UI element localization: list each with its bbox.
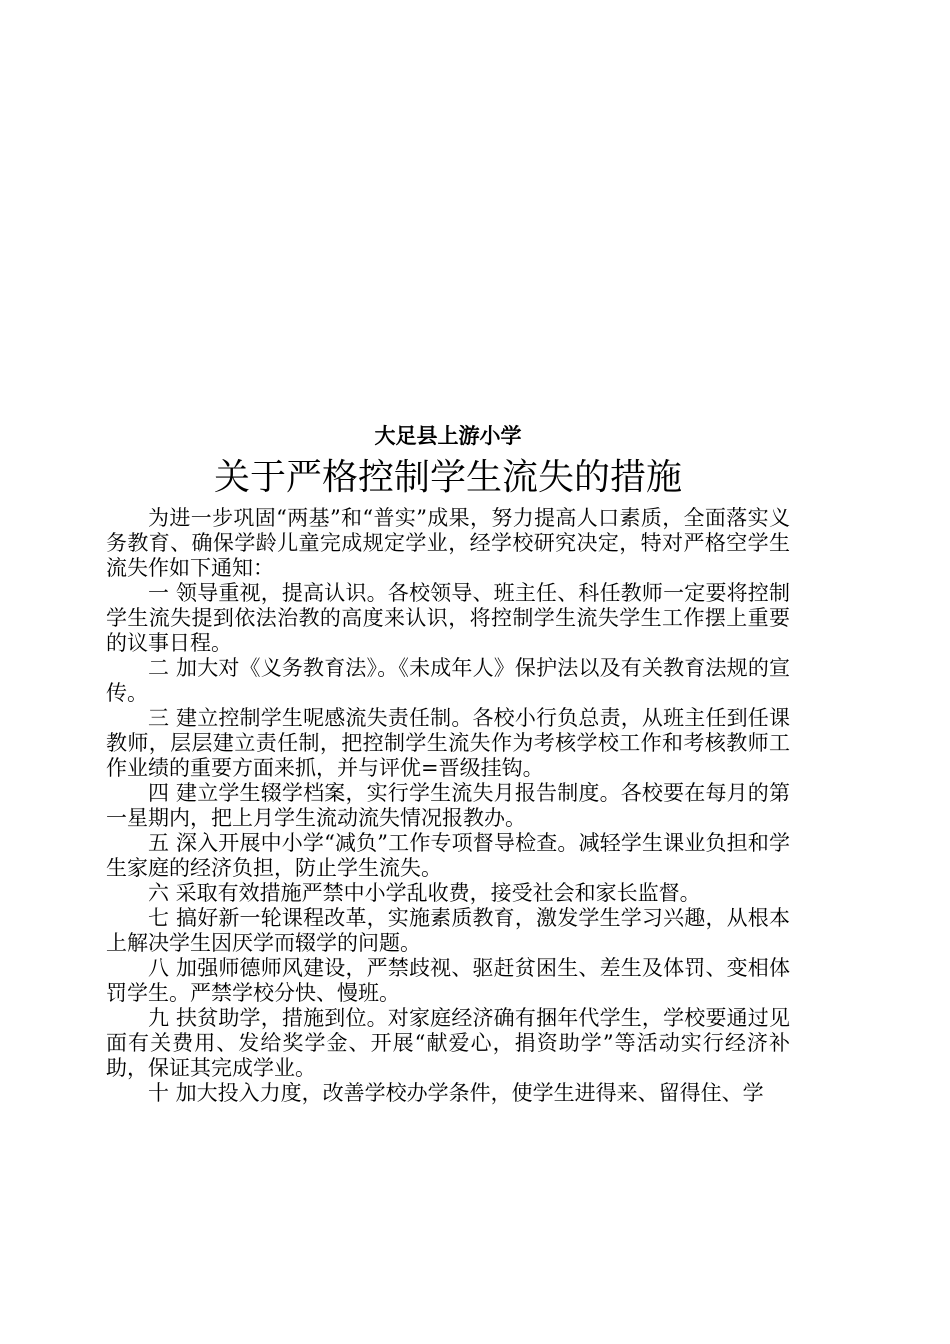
document-title: 关于严格控制学生流失的措施 <box>213 457 682 498</box>
measure-4-paragraph: 四 建立学生辍学档案，实行学生流失月报告制度。各校要在每月的第一星期内，把上月学生流动流失情况报教办。 <box>106 781 790 830</box>
measure-3-paragraph: 三 建立控制学生呢感流失责任制。各校小行负总责，从班主任到任课教师，层层建立责任制，把控制学生流失作为考核学校工作和考核教师工作业绩的重要方面来抓，并与评优=晋级挂钩。 <box>106 706 790 780</box>
measure-5-paragraph: 五 深入开展中小学“减负”工作专项督导检查。减轻学生课业负担和学生家庭的经济负担，防止学生流失。 <box>106 831 790 880</box>
measure-6-paragraph: 六 采取有效措施严禁中小学乱收费，接受社会和家长监督。 <box>148 881 701 905</box>
intro-paragraph: 为进一步巩固“两基”和“普实”成果，努力提高人口素质，全面落实义务教育、确保学龄儿童完成规定学业，经学校研究决定，特对严格空学生流失作如下通知： <box>106 506 790 580</box>
school-name: 大足县上游小学 <box>374 423 522 448</box>
measure-8-paragraph: 八 加强师德师风建设，严禁歧视、驱赶贫困生、差生及体罚、变相体罚学生。严禁学校分快、慢班。 <box>106 956 790 1005</box>
measure-1-paragraph: 一 领导重视，提高认识。各校领导、班主任、科任教师一定要将控制学生流失提到依法治教的高度来认识，将控制学生流失学生工作摆上重要的议事日程。 <box>106 581 790 655</box>
measure-7-paragraph: 七 搞好新一轮课程改革，实施素质教育，激发学生学习兴趣，从根本上解决学生因厌学而辍学的问题。 <box>106 906 790 955</box>
measure-10-paragraph: 十 加大投入力度，改善学校办学条件，使学生进得来、留得住、学 <box>148 1081 764 1105</box>
measure-9-paragraph: 九 扶贫助学，措施到位。对家庭经济确有捆年代学生，学校要通过见面有关费用、发给奖学金、开展“献爱心，捐资助学”等活动实行经济补助，保证其完成学业。 <box>106 1006 790 1080</box>
measure-2-paragraph: 二 加大对《义务教育法》。《未成年人》保护法以及有关教育法规的宣传。 <box>106 656 790 705</box>
document-page <box>106 420 790 1106</box>
